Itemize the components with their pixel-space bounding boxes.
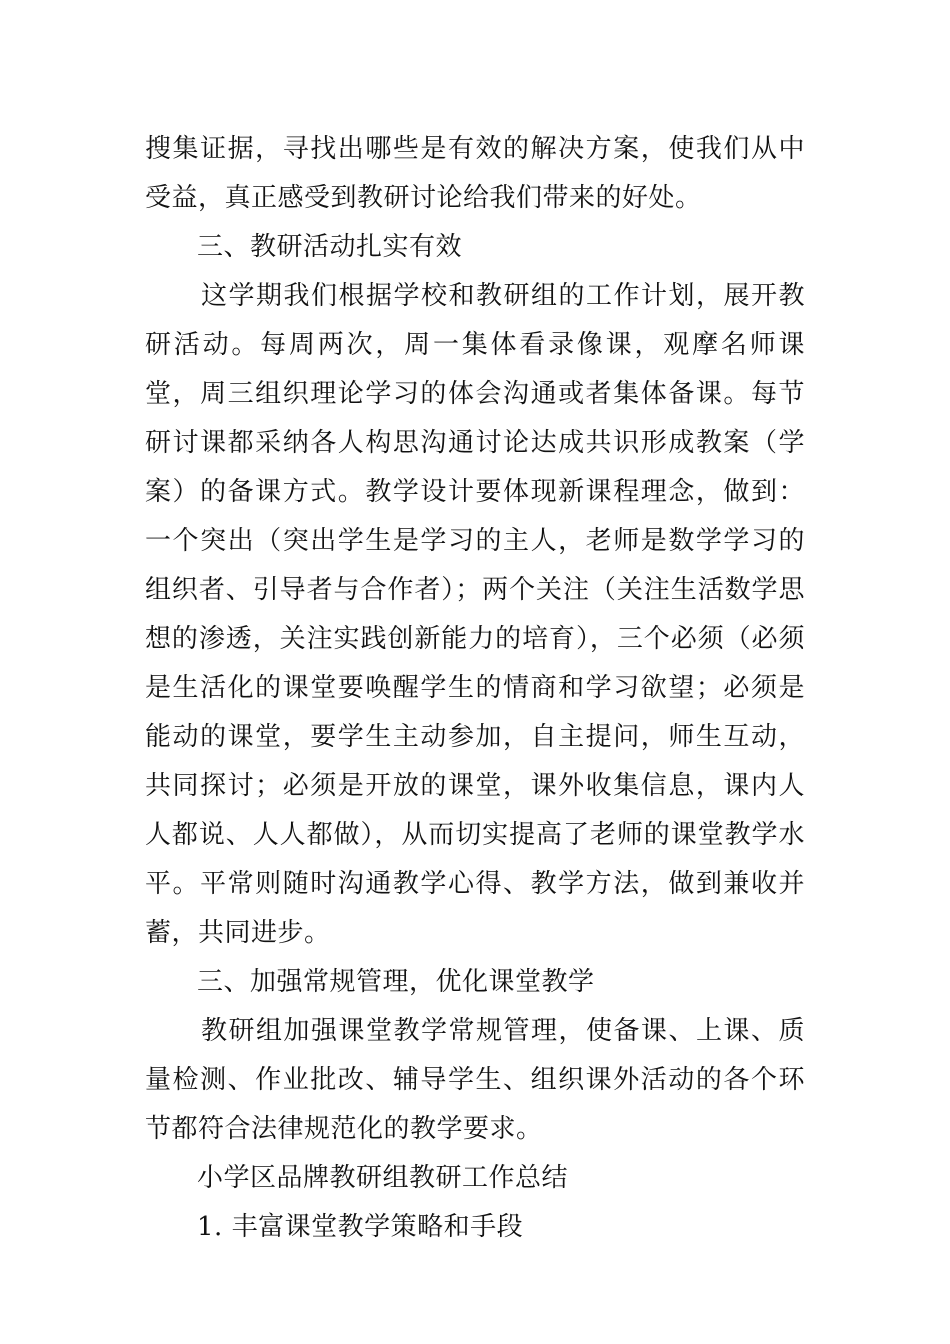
document-title-summary: 小学区品牌教研组教研工作总结: [197, 1163, 569, 1193]
subheading-strategies: 1. 丰富课堂教学策略和手段: [197, 1212, 524, 1242]
section-heading-activities: 三、教研活动扎实有效: [197, 232, 463, 262]
document-body: [145, 125, 805, 1252]
body-paragraph-continuation: 搜集证据，寻找出哪些是有效的解决方案，使我们从中受益，真正感受到教研讨论给我们带来的好处。: [145, 134, 805, 213]
section-heading-management: 三、加强常规管理，优化课堂教学: [197, 967, 595, 997]
body-paragraph-management: 教研组加强课堂教学常规管理，使备课、上课、质量检测、作业批改、辅导学生、组织课外活动的各个环节都符合法律规范化的教学要求。: [145, 1016, 805, 1144]
body-paragraph-activities: 这学期我们根据学校和教研组的工作计划，展开教研活动。每周两次，周一集体看录像课，观摩名师课堂，周三组织理论学习的体会沟通或者集体备课。每节研讨课都采纳各人构思沟通讨论达成共识形成教案（学案）的备课方式。教学设计要体现新课程理念，做到：一个突出（突出学生是学习的主人，老师是数学学习的组织者、引导者与合作者）；两个关注（关注生活数学思想的渗透，关注实践创新能力的培育），三个必须（必须是生活化的课堂要唤醒学生的情商和学习欲望；必须是能动的课堂，要学生主动参加，自主提问，师生互动，共同探讨；必须是开放的课堂，课外收集信息，课内人人都说、人人都做），从而切实提高了老师的课堂教学水平。平常则随时沟通教学心得、教学方法，做到兼收并蓄，共同进步。: [145, 281, 805, 948]
